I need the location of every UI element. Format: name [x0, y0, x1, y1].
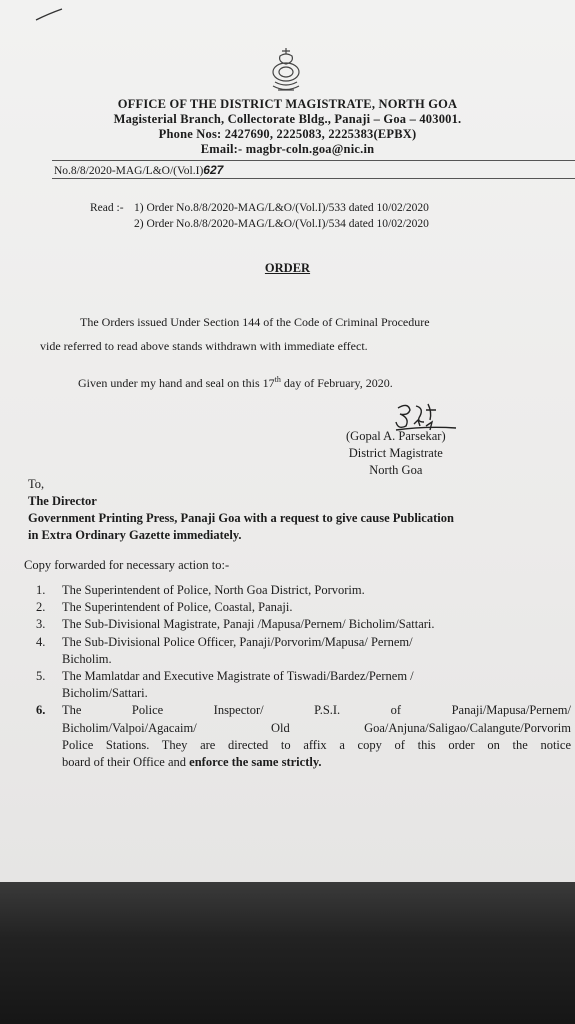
- copy-list: [36, 582, 571, 771]
- list-item-line-emphasis: enforce the same strictly.: [189, 755, 322, 770]
- office-branch: Magisterial Branch, Collectorate Bldg., Panaji – Goa – 403001.: [113, 112, 462, 126]
- reference-number: [54, 163, 223, 177]
- list-item: [36, 634, 571, 668]
- signatory-name: (Gopal A. Parsekar): [346, 429, 446, 443]
- list-item: [36, 702, 571, 771]
- list-item-text: The Superintendent of Police, North Goa District, Porvorim.: [62, 583, 365, 597]
- list-item-number: 3.: [36, 617, 46, 632]
- list-item-line: Police Stations. They are directed to affix a copy of this order on the notice: [62, 737, 571, 752]
- list-item-number: 1.: [36, 583, 46, 597]
- reference-number-printed: No.8/8/2020-MAG/L&O/(Vol.I): [54, 165, 204, 177]
- list-item-line: Bicholim/Sattari.: [62, 686, 148, 701]
- header-rule-bottom: [52, 178, 575, 179]
- list-item-line: The Mamlatdar and Executive Magistrate of Tiswadi/Bardez/Pernem /: [62, 669, 414, 684]
- to-block: [28, 476, 454, 544]
- list-item-line: Bicholim/Valpoi/Agacaim/ Old Goa/Anjuna/Saligao/Calangute/Porvorim: [62, 720, 571, 735]
- office-email: Email:- magbr-coln.goa@nic.in: [200, 142, 375, 156]
- reference-number-handwritten: 627: [203, 163, 224, 177]
- list-item: [36, 599, 571, 616]
- state-emblem-icon: [266, 46, 306, 96]
- read-references: [90, 200, 429, 232]
- to-line-2: in Extra Ordinary Gazette immediately.: [28, 528, 242, 542]
- given-text-end: day of February, 2020.: [280, 376, 393, 390]
- read-label: Read :-: [90, 202, 124, 214]
- body-line-1: The Orders issued Under Section 144 of the Code of Criminal Procedure: [80, 315, 430, 329]
- read-item-1: 1) Order No.8/8/2020-MAG/L&O/(Vol.I)/533 dated 10/02/2020: [134, 202, 429, 214]
- copy-forwarded-heading: Copy forwarded for necessary action to:-: [24, 558, 230, 572]
- list-item-number: 6.: [36, 703, 46, 718]
- list-item-line: [62, 754, 571, 771]
- list-item-text: The Sub-Divisional Magistrate, Panaji /Mapusa/Pernem/ Bicholim/Sattari.: [62, 617, 435, 632]
- list-item-line: The Police Inspector/ P.S.I. of Panaji/Mapusa/Pernem/: [62, 703, 571, 718]
- list-item-text: The Superintendent of Police, Coastal, Panaji.: [62, 600, 293, 615]
- list-item-number: 2.: [36, 600, 46, 615]
- signature-block: [346, 428, 446, 479]
- given-superscript: th: [274, 375, 281, 384]
- header-rule-top: [52, 160, 575, 161]
- list-item-line: The Sub-Divisional Police Officer, Panaji/Porvorim/Mapusa/ Pernem/: [62, 634, 413, 649]
- signatory-title: District Magistrate: [348, 446, 443, 460]
- office-title: OFFICE OF THE DISTRICT MAGISTRATE, NORTH GOA: [117, 97, 458, 111]
- list-item: [36, 616, 571, 633]
- signatory-district: North Goa: [369, 463, 423, 477]
- body-line-2: vide referred to read above stands withdrawn with immediate effect.: [40, 339, 368, 353]
- list-item-number: 5.: [36, 669, 46, 684]
- given-text: Given under my hand and seal on this 17: [78, 376, 275, 390]
- list-item-text: [62, 668, 571, 702]
- order-title: ORDER: [264, 261, 311, 275]
- list-item: [36, 582, 571, 599]
- list-item-text: [62, 702, 571, 771]
- read-item-2: 2) Order No.8/8/2020-MAG/L&O/(Vol.I)/534 dated 10/02/2020: [134, 218, 429, 230]
- list-item-text: [62, 634, 571, 668]
- to-recipient: The Director: [28, 494, 97, 508]
- list-item-line: Bicholim.: [62, 651, 112, 666]
- to-line-1: Government Printing Press, Panaji Goa with a request to give cause Publication: [28, 511, 454, 525]
- list-item-number: 4.: [36, 634, 46, 649]
- background-surface: [0, 882, 575, 1024]
- list-item-line-text: board of their Office and: [62, 755, 190, 770]
- office-phone: Phone Nos: 2427690, 2225083, 2225383(EPBX): [158, 127, 417, 141]
- list-item: [36, 668, 571, 702]
- to-label: To,: [28, 477, 45, 491]
- given-line: [78, 375, 393, 391]
- pen-mark: [34, 8, 64, 22]
